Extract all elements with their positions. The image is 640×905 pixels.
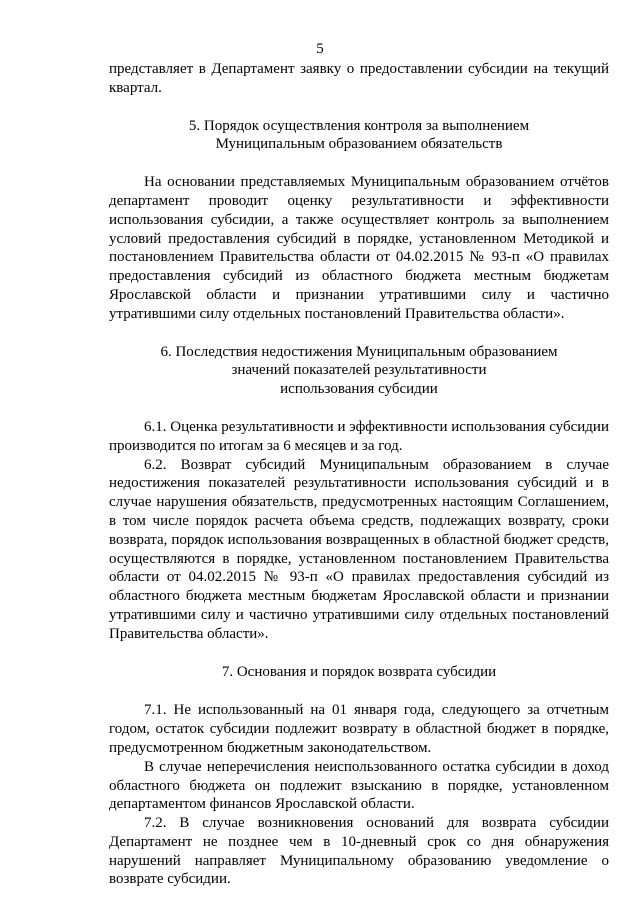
section-5-heading <box>109 117 609 155</box>
spacer <box>109 98 609 117</box>
section-6-title-line-3: использования субсидии <box>280 381 438 398</box>
section-6-paragraph-2: 6.2. Возврат субсидий Муниципальным образованием в случае недостижения показателей результативности использования субсидий и в случае нарушения обязательств, предусмотренных настоящим Соглашением, в том числе порядок расчета объема средств, подлежащих возврату, сроки возврата, порядок использования возвращенных в областной бюджет средств, осуществляются в порядке, установленном постановлением Правительства области от 04.02.2015 № 93-п «О правилах предоставления субсидий из областного бюджета местным бюджетам Ярославской области и признании утратившими силу и частично утратившими силу отдельных постановлений Правительства области». <box>109 456 609 642</box>
spacer <box>109 154 609 173</box>
section-6-paragraph-1: 6.1. Оценка результативности и эффективности использования субсидии производится по итогам за 6 месяцев и за год. <box>109 418 609 454</box>
section-6-heading <box>109 343 609 399</box>
spacer <box>109 324 609 343</box>
spacer <box>109 644 609 663</box>
section-6-title-line-1: 6. Последствия недостижения Муниципальным образованием <box>160 343 558 360</box>
section-5-title-line-2: Муниципальным образованием обязательств <box>215 136 503 153</box>
section-6-title-line-2: значений показателей результативности <box>231 362 487 379</box>
section-7-paragraph-2: В случае неперечисления неиспользованного остатка субсидии в доход областного бюджета он подлежит взысканию в порядке, установленном департаментом финансов Ярославской области. <box>109 758 609 813</box>
section-7-paragraph-1: 7.1. Не использованный на 01 января года, следующего за отчетным годом, остаток субсидии подлежит возврату в областной бюджет в порядке, предусмотренном бюджетным законодательством. <box>109 702 609 756</box>
spacer <box>109 681 609 701</box>
intro-paragraph: представляет в Департамент заявку о предоставлении субсидии на текущий квартал. <box>109 61 609 96</box>
section-5-paragraph: На основании представляемых Муниципальным образованием отчётов департамент проводит оценку результативности и эффективности использования субсидии, а также осуществляет контроль за выполнением условий предоставления субсидий в порядке, установленном Методикой и постановлением Правительства области от 04.02.2015 № 93-п «О правилах предоставления субсидий из областного бюджета местным бюджетам Ярославской области и признании утратившими силу и частично утратившими силу отдельных постановлений Правительства области». <box>109 174 609 322</box>
document-body <box>109 60 609 889</box>
section-7-title: 7. Основания и порядок возврата субсидии <box>221 663 497 680</box>
section-7-paragraph-3: 7.2. В случае возникновения оснований для возврата субсидии Департамент не позднее чем в 10-дневный срок со дня обнаружения нарушений направляет Муниципальному образованию уведомление о возврате субсидии. <box>109 815 609 888</box>
page-number: 5 <box>316 41 324 57</box>
spacer <box>109 399 609 418</box>
section-5-title-line-1: 5. Порядок осуществления контроля за выполнением <box>188 117 530 134</box>
